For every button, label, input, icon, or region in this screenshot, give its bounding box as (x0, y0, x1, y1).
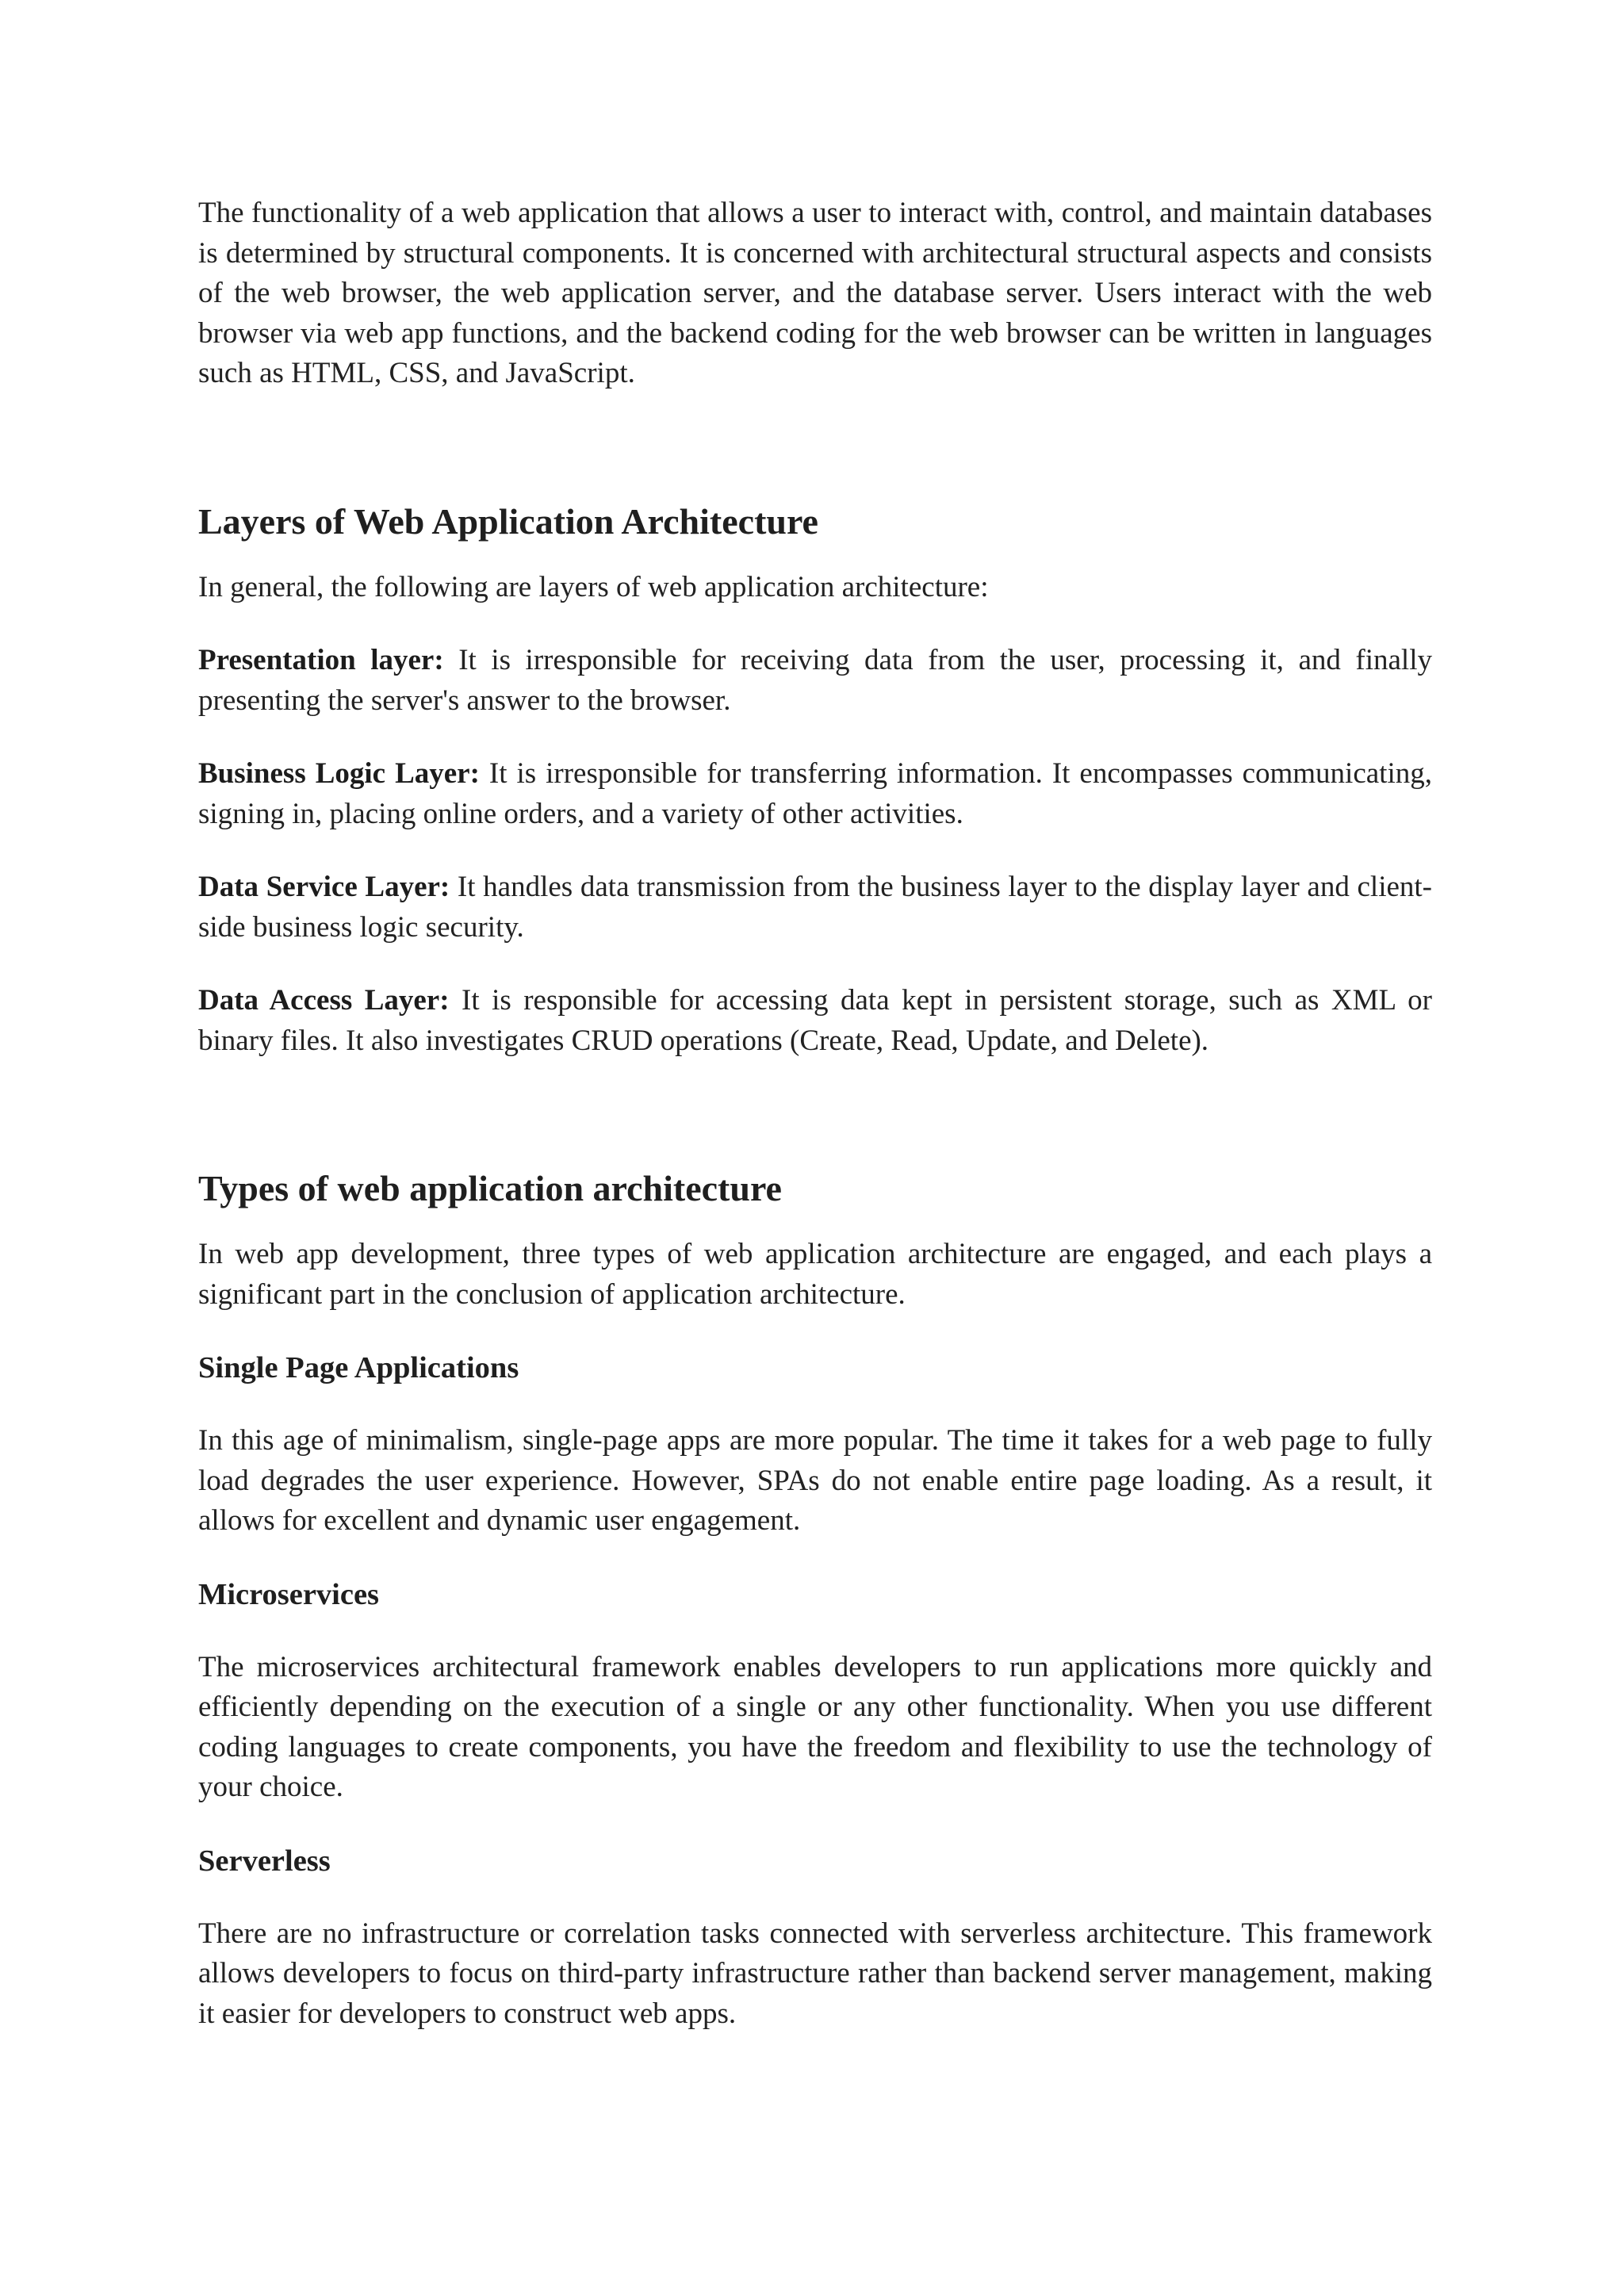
layer-data-access (198, 981, 1432, 1061)
layer-presentation (198, 641, 1432, 721)
type-spa-title: Single Page Applications (198, 1351, 519, 1384)
document-page (198, 193, 1432, 2034)
layers-lead: In general, the following are layers of web application architecture: (198, 570, 989, 603)
type-spa-text: In this age of minimalism, single-page apps are more popular. The time it takes for a web page to fully load degrades the user experience. However, SPAs do not enable entire page loading. As a result, it allows for excellent and dynamic user engagement. (198, 1424, 1432, 1537)
type-serverless-text: There are no infrastructure or correlation tasks connected with serverless architecture. This framework allows developers to focus on third-party infrastructure rather than backend server management, making it easier for developers to construct web apps. (198, 1917, 1432, 2030)
types-heading: Types of web application architecture (198, 1168, 782, 1208)
layer-description: It handles data transmission from the business layer to the display layer and client-side business logic security. (198, 871, 1433, 944)
type-microservices-text: The microservices architectural framework enables developers to run applications more quickly and efficiently depending on the execution of a single or any other functionality. When you use different coding languages to create components, you have the freedom and flexibility to use the technology of your choice. (198, 1650, 1432, 1803)
intro-paragraph: The functionality of a web application that allows a user to interact with, control, and maintain databases is determined by structural components. It is concerned with architectural structural aspects and consists of the web browser, the web application server, and the database server. Users interact with the web browser via web app functions, and the backend coding for the web browser can be written in languages such as HTML, CSS, and JavaScript. (198, 197, 1432, 389)
layer-description: It is irresponsible for receiving data from the user, processing it, and finally presenting the server's answer to the browser. (198, 644, 1432, 717)
type-microservices-title: Microservices (198, 1577, 380, 1611)
type-serverless-title: Serverless (198, 1844, 331, 1878)
layer-business-logic (198, 754, 1432, 834)
layer-term: Data Access Layer: (198, 984, 450, 1017)
layer-data-service (198, 867, 1432, 948)
layer-term: Data Service Layer: (198, 871, 450, 903)
layer-description: It is irresponsible for transferring information. It encompasses communicating, signing in, placing online orders, and a variety of other activities. (198, 757, 1432, 830)
layer-term: Business Logic Layer: (198, 757, 480, 790)
layer-term: Presentation layer: (198, 644, 444, 676)
types-lead: In web app development, three types of web application architecture are engaged, and each plays a significant part in the conclusion of application architecture. (198, 1238, 1432, 1311)
layer-description: It is responsible for accessing data kept in persistent storage, such as XML or binary files. It also investigates CRUD operations (Create, Read, Update, and Delete). (198, 984, 1432, 1057)
layers-heading: Layers of Web Application Architecture (198, 500, 818, 542)
